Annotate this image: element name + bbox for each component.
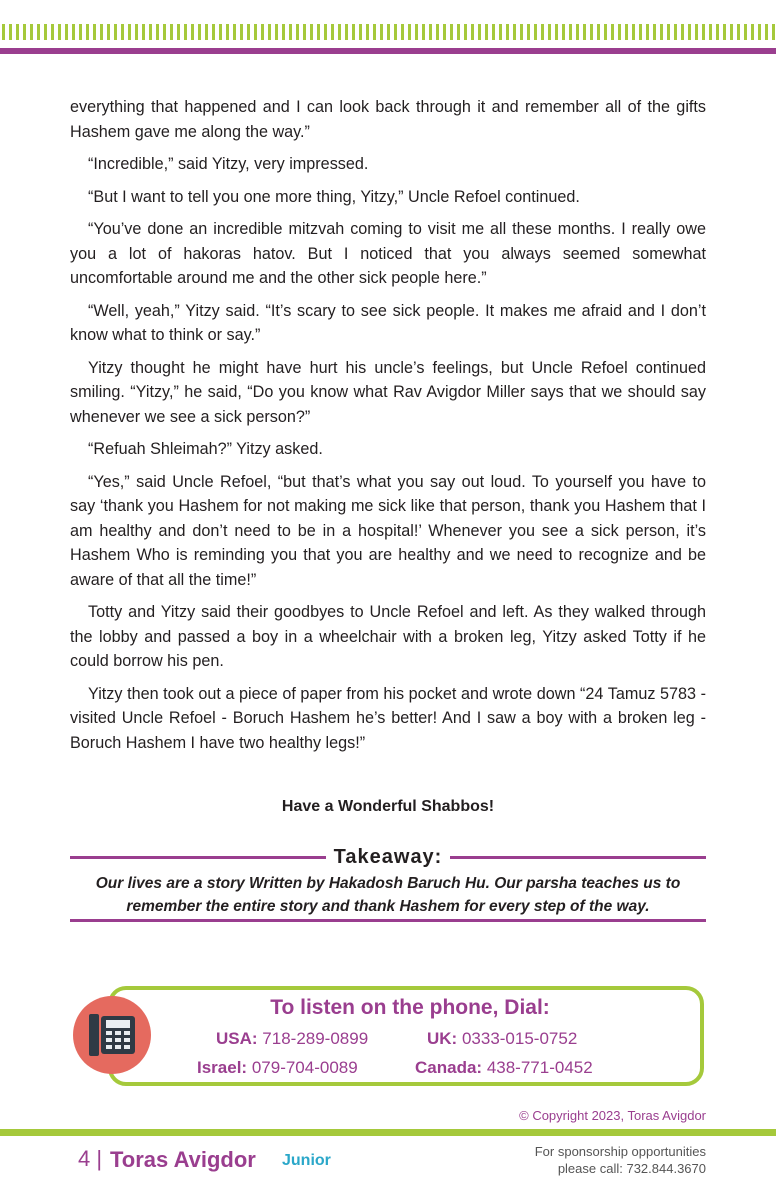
- border-tick: [233, 24, 236, 40]
- border-tick: [520, 24, 523, 40]
- border-tick: [163, 24, 166, 40]
- border-tick: [758, 24, 761, 40]
- border-tick: [380, 24, 383, 40]
- border-tick: [394, 24, 397, 40]
- border-tick: [324, 24, 327, 40]
- border-tick: [317, 24, 320, 40]
- border-tick: [674, 24, 677, 40]
- border-tick: [93, 24, 96, 40]
- border-tick: [219, 24, 222, 40]
- canada-label: Canada:: [415, 1058, 483, 1077]
- border-tick: [569, 24, 572, 40]
- story-paragraph: “Yes,” said Uncle Refoel, “but that’s what you say out loud. To yourself you have to say ‘thank you Hashem for not making me sick like that person, thank you Hashem that I am healthy and don’t need to be in a hospital!’ Whenever you see a sick person, it’s Hashem Who is reminding you that you are healthy and we need to recognize and be aware of that all the time!”: [70, 472, 706, 589]
- border-tick: [681, 24, 684, 40]
- story-paragraph: “Well, yeah,” Yitzy said. “It’s scary to see sick people. It makes me afraid and I don’t know what to think or say.”: [70, 301, 706, 344]
- border-tick: [422, 24, 425, 40]
- border-tick: [702, 24, 705, 40]
- border-tick: [296, 24, 299, 40]
- story-paragraph: “You’ve done an incredible mitzvah coming to visit me all these months. I really owe you a lot of hakoras hatov. But I noticed that you always seemed somewhat uncomfortable around me and the other sick people here.”: [70, 220, 706, 287]
- brand-name: Toras Avigdor: [110, 1147, 256, 1172]
- page-separator: |: [96, 1146, 103, 1171]
- border-tick: [408, 24, 411, 40]
- story-paragraph: “Incredible,” said Yitzy, very impressed.: [88, 155, 369, 173]
- border-tick: [709, 24, 712, 40]
- border-tick: [611, 24, 614, 40]
- border-tick: [275, 24, 278, 40]
- story-paragraph: Yitzy then took out a piece of paper from his pocket and wrote down “24 Tamuz 5783 - visited Uncle Refoel - Boruch Hashem he’s better! And I saw a boy with a broken leg - Boruch Hashem I have two healthy legs!”: [70, 684, 706, 752]
- israel-number[interactable]: 079-704-0089: [251, 1058, 358, 1077]
- border-tick: [331, 24, 334, 40]
- page-number: [78, 1146, 102, 1172]
- border-tick: [632, 24, 635, 40]
- story-paragraph: Totty and Yitzy said their goodbyes to Uncle Refoel and left. As they walked through the lobby and passed a boy in a wheelchair with a broken leg, Yitzy asked Totty if he could borrow his pen.: [70, 603, 706, 670]
- uk-label: UK:: [427, 1029, 458, 1048]
- usa-label: USA:: [216, 1029, 258, 1048]
- border-tick: [653, 24, 656, 40]
- border-tick: [310, 24, 313, 40]
- border-tick: [443, 24, 446, 40]
- border-tick: [107, 24, 110, 40]
- border-tick: [30, 24, 33, 40]
- sponsor-info: [446, 1143, 706, 1177]
- border-tick: [261, 24, 264, 40]
- border-tick: [618, 24, 621, 40]
- top-rule: [0, 48, 776, 54]
- border-tick: [184, 24, 187, 40]
- border-tick: [303, 24, 306, 40]
- border-tick: [79, 24, 82, 40]
- phone-title: To listen on the phone, Dial:: [270, 996, 550, 1019]
- border-tick: [730, 24, 733, 40]
- usa-number[interactable]: 718-289-0899: [262, 1029, 369, 1048]
- border-tick: [450, 24, 453, 40]
- border-tick: [359, 24, 362, 40]
- border-tick: [338, 24, 341, 40]
- takeaway-text: Our lives are a story Written by Hakadosh Baruch Hu. Our parsha teaches us to remember the entire story and thank Hashem for every step of the way.: [95, 875, 681, 915]
- border-tick: [2, 24, 5, 40]
- border-tick: [226, 24, 229, 40]
- border-tick: [247, 24, 250, 40]
- border-tick: [415, 24, 418, 40]
- border-tick: [128, 24, 131, 40]
- border-tick: [527, 24, 530, 40]
- story-paragraph: “But I want to tell you one more thing, Yitzy,” Uncle Refoel continued.: [88, 187, 580, 206]
- border-tick: [401, 24, 404, 40]
- border-tick: [100, 24, 103, 40]
- border-tick: [590, 24, 593, 40]
- sponsor-line-1: For sponsorship opportunities: [534, 1144, 706, 1159]
- border-tick: [240, 24, 243, 40]
- border-tick: [37, 24, 40, 40]
- takeaway-title-wrap: [70, 846, 706, 869]
- border-tick: [9, 24, 12, 40]
- story-paragraph: Yitzy thought he might have hurt his uncle’s feelings, but Uncle Refoel continued smiling. “Yitzy,” he said, “Do you know what Rav Avigdor Miller says that we should say whenever we see a sick person?”: [70, 358, 706, 426]
- border-tick: [499, 24, 502, 40]
- story-text: [70, 95, 706, 763]
- border-tick: [723, 24, 726, 40]
- story-paragraph: everything that happened and I can look back through it and remember all of the gifts Hashem gave me along the way.”: [70, 98, 706, 141]
- border-tick: [562, 24, 565, 40]
- border-tick: [352, 24, 355, 40]
- border-tick: [268, 24, 271, 40]
- decorative-tick-border: [0, 22, 776, 44]
- border-tick: [205, 24, 208, 40]
- border-tick: [639, 24, 642, 40]
- border-tick: [72, 24, 75, 40]
- story-paragraph: “Refuah Shleimah?” Yitzy asked.: [88, 440, 323, 458]
- border-tick: [457, 24, 460, 40]
- border-tick: [604, 24, 607, 40]
- copyright: © Copyright 2023, Toras Avigdor: [519, 1108, 706, 1123]
- takeaway-header: [70, 846, 706, 868]
- phone-canada: [415, 1058, 593, 1078]
- border-tick: [576, 24, 579, 40]
- border-tick: [114, 24, 117, 40]
- border-tick: [541, 24, 544, 40]
- border-tick: [471, 24, 474, 40]
- uk-number[interactable]: 0333-015-0752: [461, 1029, 578, 1048]
- border-tick: [170, 24, 173, 40]
- border-tick: [436, 24, 439, 40]
- border-tick: [695, 24, 698, 40]
- border-tick: [772, 24, 775, 40]
- takeaway-bottom-rule: [70, 919, 706, 922]
- takeaway-title: Takeaway:: [326, 846, 451, 868]
- border-tick: [44, 24, 47, 40]
- border-tick: [485, 24, 488, 40]
- border-tick: [492, 24, 495, 40]
- border-tick: [583, 24, 586, 40]
- border-tick: [198, 24, 201, 40]
- border-tick: [149, 24, 152, 40]
- border-tick: [667, 24, 670, 40]
- border-tick: [282, 24, 285, 40]
- border-tick: [548, 24, 551, 40]
- closing-line: Have a Wonderful Shabbos!: [281, 798, 495, 815]
- border-tick: [254, 24, 257, 40]
- border-tick: [534, 24, 537, 40]
- page-number-value: 4: [78, 1146, 91, 1171]
- border-tick: [597, 24, 600, 40]
- border-tick: [373, 24, 376, 40]
- border-tick: [555, 24, 558, 40]
- border-tick: [387, 24, 390, 40]
- telephone-icon: [73, 996, 151, 1074]
- border-tick: [86, 24, 89, 40]
- border-tick: [625, 24, 628, 40]
- border-tick: [345, 24, 348, 40]
- border-tick: [464, 24, 467, 40]
- border-tick: [142, 24, 145, 40]
- border-tick: [506, 24, 509, 40]
- border-tick: [289, 24, 292, 40]
- border-tick: [23, 24, 26, 40]
- border-tick: [121, 24, 124, 40]
- phone-uk: [427, 1029, 577, 1049]
- phone-usa: [216, 1029, 368, 1049]
- border-tick: [688, 24, 691, 40]
- border-tick: [716, 24, 719, 40]
- border-tick: [58, 24, 61, 40]
- border-tick: [751, 24, 754, 40]
- israel-label: Israel:: [197, 1058, 248, 1077]
- border-tick: [765, 24, 768, 40]
- border-tick: [212, 24, 215, 40]
- border-tick: [177, 24, 180, 40]
- border-tick: [65, 24, 68, 40]
- border-tick: [135, 24, 138, 40]
- sponsor-line-2: please call: 732.844.3670: [557, 1161, 706, 1176]
- border-tick: [191, 24, 194, 40]
- border-tick: [737, 24, 740, 40]
- bottom-rule: [0, 1129, 776, 1136]
- border-tick: [513, 24, 516, 40]
- border-tick: [51, 24, 54, 40]
- border-tick: [156, 24, 159, 40]
- border-tick: [478, 24, 481, 40]
- border-tick: [429, 24, 432, 40]
- border-tick: [646, 24, 649, 40]
- border-tick: [16, 24, 19, 40]
- border-tick: [660, 24, 663, 40]
- border-tick: [744, 24, 747, 40]
- phone-israel: [197, 1058, 358, 1078]
- brand-suffix: Junior: [282, 1152, 331, 1169]
- border-tick: [366, 24, 369, 40]
- canada-number[interactable]: 438-771-0452: [486, 1058, 593, 1077]
